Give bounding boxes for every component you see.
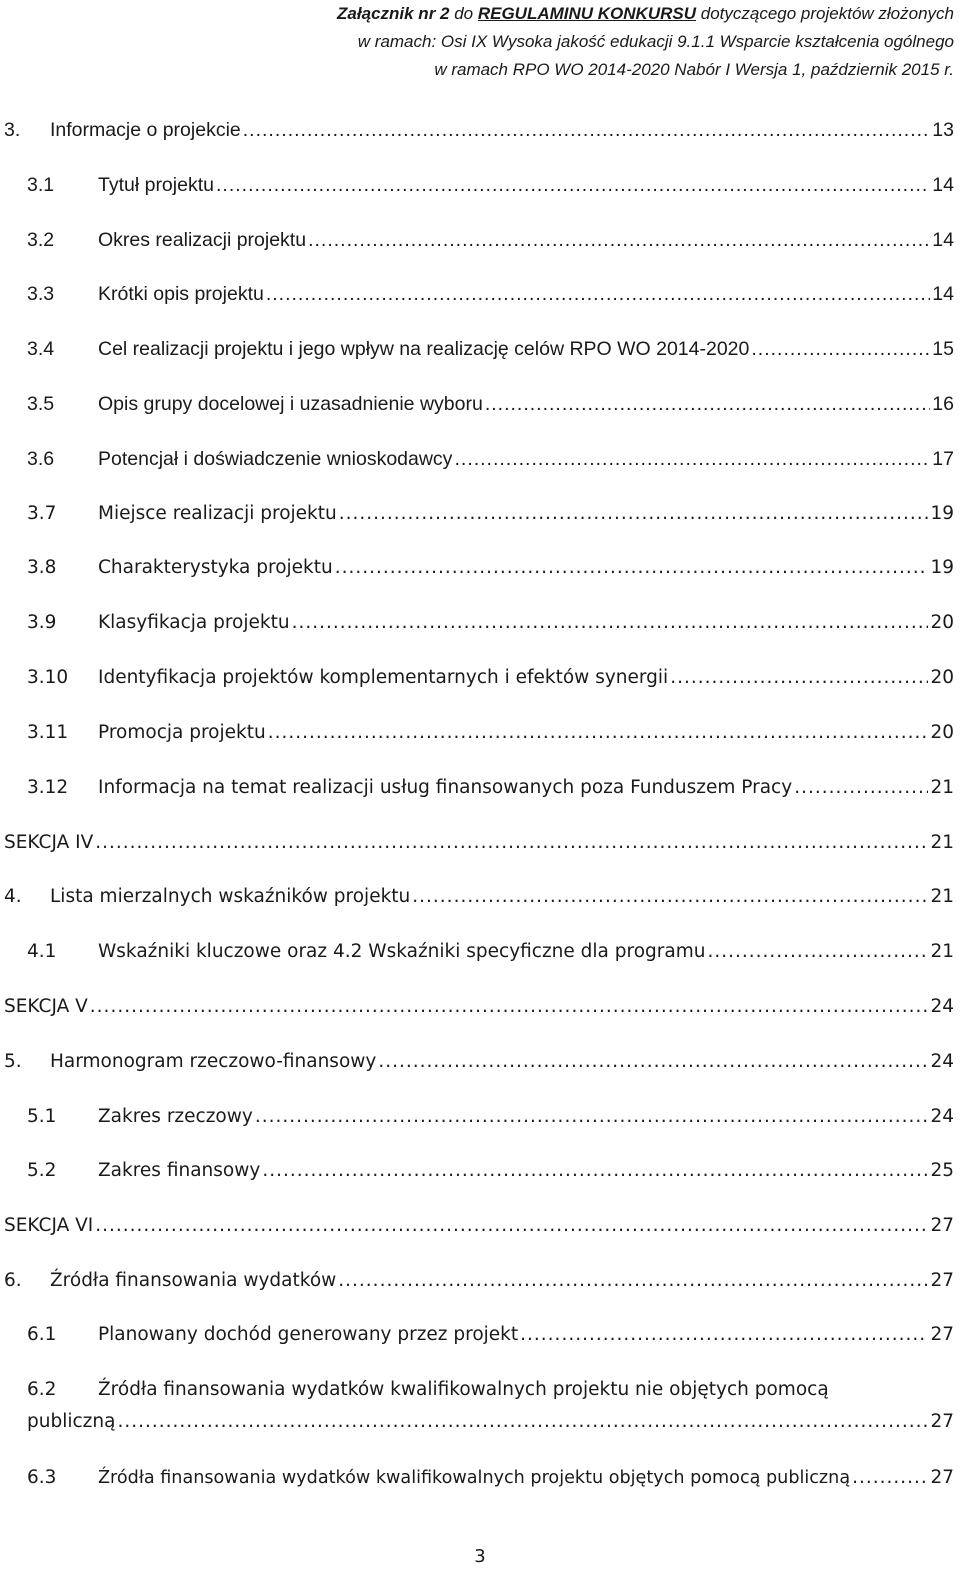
toc-entry-page: 17 [930, 445, 954, 473]
toc-entry-page: 21 [928, 938, 954, 966]
toc-entry[interactable] [0, 1321, 960, 1355]
toc-entry[interactable] [0, 609, 960, 643]
toc-leader-dots [255, 1103, 929, 1131]
toc-entry-title: SEKCJA V [4, 993, 90, 1021]
toc-entry[interactable] [0, 719, 960, 753]
toc-entry-title: Opis grupy docelowej i uzasadnienie wyboru [98, 390, 485, 418]
toc-entry[interactable] [0, 280, 960, 314]
toc-leader-dots [292, 609, 929, 637]
toc-entry-page: 20 [928, 719, 954, 747]
toc-entry[interactable] [0, 335, 960, 369]
toc-entry-title: Zakres finansowy [98, 1157, 262, 1185]
toc-entry-number: 3.2 [27, 229, 55, 251]
toc-entry-page: 14 [930, 226, 954, 254]
toc-entry-page: 19 [928, 500, 954, 528]
toc-entry-number: 3.5 [27, 393, 55, 415]
toc-entry-page: 15 [930, 335, 954, 363]
toc-entry[interactable] [0, 1157, 960, 1191]
toc-entry-title-line-1: Źródła finansowania wydatków kwalifikowalnych projektu nie objętych pomocą [98, 1379, 829, 1400]
toc-entry-number: 3.7 [27, 503, 57, 524]
toc-entry-page: 27 [928, 1464, 954, 1492]
toc-entry-number: 3.12 [27, 777, 69, 798]
toc-entry[interactable] [0, 1376, 960, 1438]
toc-entry-title: Identyfikacja projektów komplementarnych i efektów synergii [98, 664, 670, 692]
toc-entry-page: 21 [928, 774, 954, 802]
toc-entry-page: 27 [928, 1321, 954, 1349]
toc-entry-page: 13 [930, 116, 954, 144]
toc-entry-number: 3. [4, 119, 21, 141]
toc-entry-title: Informacje o projekcie [50, 116, 243, 144]
toc-entry-title: Źródła finansowania wydatków [50, 1267, 338, 1295]
toc-entry[interactable] [0, 390, 960, 424]
toc-entry-page: 24 [928, 1048, 954, 1076]
toc-entry-page: 24 [928, 1103, 954, 1131]
toc-leader-dots [794, 774, 928, 802]
toc-entry-title: SEKCJA VI [4, 1212, 95, 1240]
toc-entry-title-line-2: publiczną [27, 1408, 117, 1436]
toc-entry[interactable] [0, 883, 960, 917]
toc-leader-dots [216, 171, 930, 199]
toc-entry[interactable] [0, 1212, 960, 1246]
header-line-2: w ramach: Osi IX Wysoka jakość edukacji 9.1.1 Wsparcie kształcenia ogólnego [357, 32, 954, 51]
toc-entry-title: Klasyfikacja projektu [98, 609, 292, 637]
toc-entry-title: Miejsce realizacji projektu [98, 500, 339, 528]
toc-entry-page: 27 [928, 1212, 954, 1240]
toc-entry-page: 27 [928, 1267, 954, 1295]
toc-entry-title: Tytuł projektu [98, 171, 216, 199]
toc-entry-number: 4.1 [27, 941, 57, 962]
toc-entry[interactable] [0, 829, 960, 863]
toc-entry-title: Planowany dochód generowany przez projekt [98, 1321, 520, 1349]
toc-entry[interactable] [0, 445, 960, 479]
toc-leader-dots [335, 554, 929, 582]
toc-leader-dots [308, 226, 930, 254]
header-connector: do [449, 4, 478, 23]
toc-entry-title: Krótki opis projektu [98, 280, 266, 308]
toc-leader-dots [339, 500, 929, 528]
toc-entry-number: 5. [4, 1051, 22, 1072]
toc-entry-number: 3.4 [27, 338, 55, 360]
toc-entry-number: 6.1 [27, 1324, 57, 1345]
toc-leader-dots [707, 938, 928, 966]
toc-entry[interactable] [0, 171, 960, 205]
toc-entry[interactable] [0, 554, 960, 588]
toc-entry-page: 19 [928, 554, 954, 582]
toc-leader-dots [852, 1464, 928, 1492]
toc-entry-title: Charakterystyka projektu [98, 554, 335, 582]
toc-entry-number: 3.11 [27, 722, 69, 743]
toc-leader-dots [243, 116, 931, 144]
toc-entry-title: Harmonogram rzeczowo-finansowy [50, 1048, 378, 1076]
toc-leader-dots [378, 1048, 928, 1076]
toc-entry-number: 3.3 [27, 283, 55, 305]
header-line-3: w ramach RPO WO 2014-2020 Nabór I Wersja 1, październik 2015 r. [434, 60, 954, 79]
toc-entry[interactable] [0, 226, 960, 260]
toc-entry-number: 5.2 [27, 1160, 57, 1181]
toc-entry-title: Informacja na temat realizacji usług finansowanych poza Funduszem Pracy [98, 774, 794, 802]
toc-entry-title: Okres realizacji projektu [98, 226, 308, 254]
toc-entry-number: 4. [4, 886, 22, 907]
toc-leader-dots [117, 1408, 928, 1436]
toc-leader-dots [262, 1157, 928, 1185]
toc-entry-title: SEKCJA IV [4, 829, 95, 857]
toc-entry[interactable] [0, 1048, 960, 1082]
toc-entry-title: Zakres rzeczowy [98, 1103, 255, 1131]
toc-entry-page: 21 [928, 883, 954, 911]
header-line-1 [337, 0, 954, 28]
toc-entry[interactable] [0, 938, 960, 972]
toc-entry-title: Wskaźniki kluczowe oraz 4.2 Wskaźniki specyficzne dla programu [98, 938, 707, 966]
header-regulation-link[interactable]: REGULAMINU KONKURSU [477, 4, 697, 23]
toc-leader-dots [520, 1321, 928, 1349]
toc-entry[interactable] [0, 116, 960, 150]
toc-entry-number: 6.3 [27, 1467, 57, 1488]
toc-leader-dots [412, 883, 928, 911]
document-header [337, 0, 954, 84]
toc-entry-title: Źródła finansowania wydatków kwalifikowalnych projektu objętych pomocą publiczną [98, 1464, 852, 1492]
toc-entry-title: Lista mierzalnych wskaźników projektu [50, 883, 412, 911]
toc-entry-title: Cel realizacji projektu i jego wpływ na realizację celów RPO WO 2014-2020 [98, 335, 751, 363]
toc-entry[interactable] [0, 500, 960, 534]
toc-leader-dots [485, 390, 930, 418]
toc-entry[interactable] [0, 1267, 960, 1301]
toc-entry[interactable] [0, 664, 960, 698]
toc-entry[interactable] [0, 1464, 960, 1498]
toc-leader-dots [454, 445, 930, 473]
header-line-1-rest: dotyczącego projektów złożonych [696, 4, 954, 23]
toc-entry-title: Promocja projektu [98, 719, 268, 747]
toc-entry-number: 3.8 [27, 557, 57, 578]
toc-entry-page: 27 [928, 1408, 954, 1436]
toc-leader-dots [670, 664, 928, 692]
toc-entry-number: 6. [4, 1270, 22, 1291]
toc-entry-page: 14 [930, 171, 954, 199]
toc-leader-dots [90, 993, 929, 1021]
toc-entry-page: 14 [930, 280, 954, 308]
toc-leader-dots [338, 1267, 928, 1295]
toc-entry-page: 25 [928, 1157, 954, 1185]
page-number: 3 [474, 1546, 486, 1567]
header-annex-label: Załącznik nr 2 [337, 4, 450, 23]
toc-entry-number: 3.6 [27, 448, 55, 470]
toc-entry[interactable] [0, 993, 960, 1027]
toc-leader-dots [266, 280, 930, 308]
toc-entry-number: 5.1 [27, 1106, 57, 1127]
toc-entry-title: Potencjał i doświadczenie wnioskodawcy [98, 445, 454, 473]
toc-entry-page: 20 [928, 609, 954, 637]
toc-entry-page: 20 [928, 664, 954, 692]
toc-entry[interactable] [0, 774, 960, 808]
toc-entry-number: 3.10 [27, 667, 69, 688]
toc-leader-dots [751, 335, 930, 363]
toc-leader-dots [95, 1212, 928, 1240]
toc-entry-page: 24 [928, 993, 954, 1021]
toc-leader-dots [95, 829, 928, 857]
toc-entry-page: 21 [928, 829, 954, 857]
toc-entry-number: 3.9 [27, 612, 57, 633]
toc-entry-number: 6.2 [27, 1379, 57, 1400]
toc-entry[interactable] [0, 1103, 960, 1137]
toc-entry-number: 3.1 [27, 174, 55, 196]
toc-entry-page: 16 [930, 390, 954, 418]
toc-leader-dots [268, 719, 929, 747]
